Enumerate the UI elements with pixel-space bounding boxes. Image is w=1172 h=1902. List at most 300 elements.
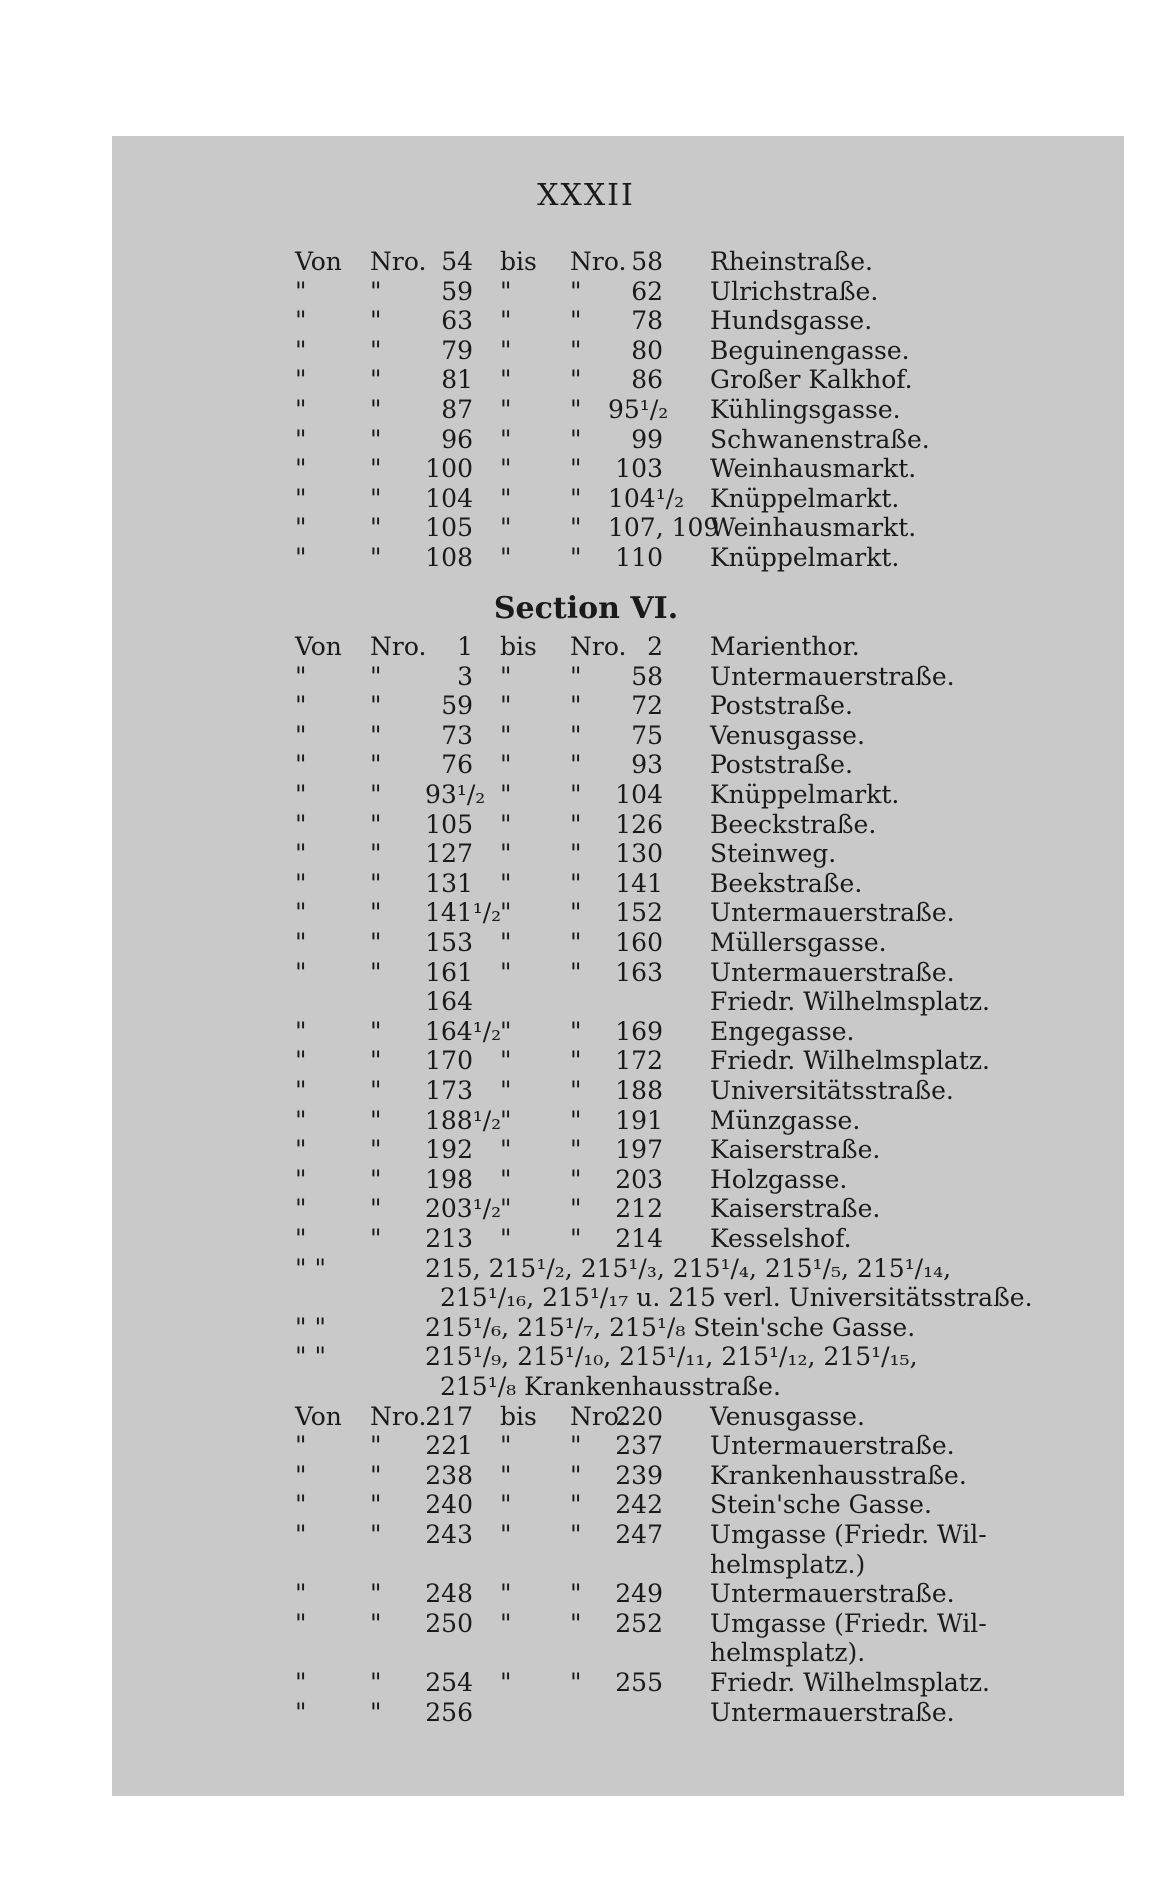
cell-c4: " [500, 1224, 512, 1253]
table-row [0, 780, 1172, 810]
cell-c3: 203¹/₂ [425, 1194, 502, 1224]
cell-c2: " [370, 424, 382, 454]
cell-c2: " [370, 898, 382, 928]
cell-c6: 220 [615, 1401, 663, 1431]
cell-c3: 164 [425, 987, 473, 1017]
cell-c6: 237 [615, 1431, 663, 1461]
cell-c5: " [570, 720, 582, 750]
cell-c5: " [570, 1490, 582, 1520]
cell-c6: 214 [615, 1224, 663, 1253]
cell-c7: Beeckstraße. [710, 809, 877, 839]
cell-c2: " [370, 276, 382, 306]
table-row [0, 1046, 1172, 1076]
cell-c4: " [500, 957, 512, 987]
table-row [0, 484, 1172, 514]
cell-c6: 103 [615, 454, 663, 484]
cell-c4: " [500, 780, 512, 809]
cell-c7: Untermauerstraße. [710, 661, 955, 691]
cell-c3: 104 [425, 483, 473, 513]
table-row [0, 928, 1172, 958]
cell-c2: " [370, 1224, 382, 1253]
cell-c4: " [500, 1076, 512, 1105]
cell-c5: " [570, 1668, 582, 1697]
cell-c7: helmsplatz.) [710, 1549, 866, 1579]
cell-c6: 212 [615, 1194, 663, 1224]
cell-c3: 141¹/₂ [425, 898, 502, 928]
cell-c3: 170 [425, 1046, 473, 1076]
cell-c1: " [295, 1520, 307, 1549]
cell-c7: Untermauerstraße. [710, 1431, 955, 1461]
cell-c7: Holzgasse. [710, 1164, 848, 1194]
cell-c4: " [500, 1608, 512, 1638]
cell-c5: " [570, 1431, 582, 1461]
cell-c6: 93 [631, 750, 663, 780]
table-row [0, 987, 1172, 1017]
table-row [0, 721, 1172, 751]
cell-c5: " [570, 454, 582, 484]
table-row [0, 1698, 1172, 1728]
cell-c5: " [570, 1579, 582, 1609]
cell-c1: " [295, 543, 307, 572]
cell-c3: 93¹/₂ [425, 780, 486, 809]
cell-c1: " [295, 424, 307, 454]
cell-c7: Untermauerstraße. [710, 1579, 955, 1609]
cell-c6: 197 [615, 1135, 663, 1165]
cell-c4: " [500, 1460, 512, 1490]
cell-c1: " [295, 454, 307, 484]
cell-c2: " [370, 365, 382, 395]
cell-c4: " [500, 335, 512, 365]
cell-c5: " [570, 898, 582, 928]
cell-c7: Universitätsstraße. [710, 1076, 954, 1105]
cell-c3: 248 [425, 1579, 473, 1609]
cell-c1: " [295, 957, 307, 987]
cell-c2: " [370, 1046, 382, 1076]
cell-c1: " [295, 661, 307, 691]
cell-c6: 58 [631, 661, 663, 691]
table-row [0, 1461, 1172, 1491]
cell-c5: " [570, 424, 582, 454]
cell-c6: 239 [615, 1460, 663, 1490]
table-row [0, 336, 1172, 366]
cell-c7: Friedr. Wilhelmsplatz. [710, 987, 990, 1017]
table-row [0, 1254, 1172, 1284]
cell-c6: 104¹/₂ [608, 483, 685, 513]
cell-c3: 161 [425, 957, 473, 987]
cell-text: 215¹/₆, 215¹/₇, 215¹/₈ Stein'sche Gasse. [425, 1312, 916, 1342]
cell-c4: " [500, 720, 512, 750]
cell-c3: 213 [425, 1224, 473, 1253]
cell-c7: Hundsgasse. [710, 306, 873, 336]
cell-c4: " [500, 1135, 512, 1165]
cell-c1: " [295, 1046, 307, 1076]
table-row [0, 1342, 1172, 1372]
cell-c1: " [295, 365, 307, 395]
cell-c4: " [500, 306, 512, 336]
cell-c1: " [295, 928, 307, 957]
cell-c3: 256 [425, 1697, 473, 1727]
cell-c6: 188 [615, 1076, 663, 1105]
table-row [0, 1224, 1172, 1254]
cell-text: 215¹/₉, 215¹/₁₀, 215¹/₁₁, 215¹/₁₂, 215¹/₁₅, [425, 1342, 918, 1372]
cell-c1: " [295, 395, 307, 424]
cell-c1: Von [295, 632, 342, 661]
cell-c2: " [370, 691, 382, 721]
cell-c7: Münzgasse. [710, 1105, 861, 1135]
cell-c2: " [370, 1431, 382, 1461]
table-row [0, 306, 1172, 336]
cell-c3: 1 [457, 632, 473, 661]
cell-c4: " [500, 661, 512, 691]
cell-c4: " [500, 750, 512, 780]
cell-c3: 217 [425, 1401, 473, 1431]
cell-c2: " [370, 1076, 382, 1105]
ditto-marks: " " [295, 1312, 326, 1342]
cell-c1: " [295, 809, 307, 839]
cell-c1: " [295, 898, 307, 928]
cell-c4: " [500, 1194, 512, 1224]
cell-c3: 105 [425, 513, 473, 543]
section-heading: Section VI. [493, 591, 679, 626]
cell-c1: " [295, 1608, 307, 1638]
cell-c4: " [500, 1431, 512, 1461]
cell-c2: " [370, 483, 382, 513]
cell-c5: " [570, 1016, 582, 1046]
cell-c7: Untermauerstraße. [710, 1697, 955, 1727]
cell-c3: 221 [425, 1431, 473, 1461]
cell-c3: 131 [425, 868, 473, 898]
cell-c1: Von [295, 247, 342, 276]
cell-c2: " [370, 1016, 382, 1046]
cell-c5: " [570, 1164, 582, 1194]
cell-c6: 203 [615, 1164, 663, 1194]
cell-c3: 164¹/₂ [425, 1016, 502, 1046]
cell-c5: " [570, 868, 582, 898]
cell-c4: " [500, 1579, 512, 1609]
cell-c4: " [500, 365, 512, 395]
cell-c4: " [500, 898, 512, 928]
cell-c5: " [570, 1520, 582, 1549]
table-row [0, 1490, 1172, 1520]
cell-c2: " [370, 1490, 382, 1520]
cell-c7: Friedr. Wilhelmsplatz. [710, 1046, 990, 1076]
cell-c4: " [500, 691, 512, 721]
cell-c1: " [295, 780, 307, 809]
table-row [0, 1194, 1172, 1224]
cell-c1: " [295, 691, 307, 721]
cell-c4: " [500, 395, 512, 424]
table-row [0, 1609, 1172, 1639]
cell-c6: 169 [615, 1016, 663, 1046]
cell-c6: 58 [631, 247, 663, 276]
cell-c1: Von [295, 1401, 342, 1431]
cell-c7: Poststraße. [710, 750, 853, 780]
cell-c5: " [570, 365, 582, 395]
table-row [0, 869, 1172, 899]
cell-c7: Kaiserstraße. [710, 1135, 881, 1165]
cell-c4: " [500, 513, 512, 543]
cell-c7: Knüppelmarkt. [710, 483, 900, 513]
cell-c7: Stein'sche Gasse. [710, 1490, 932, 1520]
cell-c6: 163 [615, 957, 663, 987]
cell-c3: 198 [425, 1164, 473, 1194]
cell-c7: Venusgasse. [710, 1401, 865, 1431]
cell-c7: Kaiserstraße. [710, 1194, 881, 1224]
cell-c7: Marienthor. [710, 632, 860, 661]
table-row [0, 898, 1172, 928]
cell-c4: bis [500, 1401, 537, 1431]
cell-c4: " [500, 454, 512, 484]
table-row [0, 1550, 1172, 1580]
table-row [0, 1372, 1172, 1402]
table-row [0, 395, 1172, 425]
cell-c3: 54 [441, 247, 473, 276]
cell-c6: 252 [615, 1608, 663, 1638]
cell-c2: Nro. [370, 632, 427, 661]
cell-c2: " [370, 1697, 382, 1727]
cell-c5: " [570, 750, 582, 780]
cell-c4: " [500, 1668, 512, 1697]
cell-c1: " [295, 1490, 307, 1520]
cell-c6: 86 [631, 365, 663, 395]
cell-c6: 191 [615, 1105, 663, 1135]
cell-c4: " [500, 483, 512, 513]
table-row [0, 1431, 1172, 1461]
cell-c7: Poststraße. [710, 691, 853, 721]
cell-c1: " [295, 1016, 307, 1046]
cell-c5: " [570, 839, 582, 869]
cell-c5: " [570, 928, 582, 957]
cell-c6: 80 [631, 335, 663, 365]
cell-c7: helmsplatz). [710, 1638, 866, 1668]
cell-c4: " [500, 839, 512, 869]
table-row [0, 247, 1172, 277]
cell-c6: 99 [631, 424, 663, 454]
cell-c2: " [370, 1668, 382, 1697]
cell-c2: " [370, 1460, 382, 1490]
cell-c3: 243 [425, 1520, 473, 1549]
table-row [0, 277, 1172, 307]
cell-c2: " [370, 957, 382, 987]
cell-c1: " [295, 335, 307, 365]
cell-c3: 153 [425, 928, 473, 957]
cell-c5: " [570, 1608, 582, 1638]
cell-c7: Schwanenstraße. [710, 424, 930, 454]
cell-c3: 105 [425, 809, 473, 839]
cell-c7: Beguinengasse. [710, 335, 910, 365]
table-row [0, 425, 1172, 455]
cell-c7: Umgasse (Friedr. Wil- [710, 1520, 987, 1549]
cell-c7: Rheinstraße. [710, 247, 873, 276]
cell-c5: " [570, 1224, 582, 1253]
cell-c1: " [295, 1105, 307, 1135]
cell-text: 215, 215¹/₂, 215¹/₃, 215¹/₄, 215¹/₅, 215¹/₁₄, [425, 1253, 952, 1283]
cell-c7: Kesselshof. [710, 1224, 852, 1253]
cell-c5: " [570, 395, 582, 424]
cell-c2: " [370, 780, 382, 809]
cell-c1: " [295, 1431, 307, 1461]
table-row [0, 1668, 1172, 1698]
cell-c6: 249 [615, 1579, 663, 1609]
cell-c5: Nro. [570, 1401, 627, 1431]
table-row [0, 662, 1172, 692]
cell-c2: " [370, 513, 382, 543]
cell-c2: " [370, 306, 382, 336]
cell-c6: 62 [631, 276, 663, 306]
cell-text: 215¹/₈ Krankenhausstraße. [440, 1372, 781, 1401]
table-row [0, 750, 1172, 780]
cell-c3: 76 [441, 750, 473, 780]
cell-c2: " [370, 1164, 382, 1194]
cell-c5: " [570, 483, 582, 513]
cell-c6: 75 [631, 720, 663, 750]
table-row [0, 543, 1172, 573]
cell-c1: " [295, 1668, 307, 1697]
cell-c4: " [500, 928, 512, 957]
table-row [0, 1017, 1172, 1047]
cell-c5: " [570, 1460, 582, 1490]
cell-c1: " [295, 1697, 307, 1727]
cell-c5: " [570, 335, 582, 365]
cell-c3: 3 [457, 661, 473, 691]
cell-c6: 172 [615, 1046, 663, 1076]
table-row [0, 1402, 1172, 1432]
cell-c5: Nro. [570, 632, 627, 661]
cell-c3: 173 [425, 1076, 473, 1105]
cell-c4: " [500, 1490, 512, 1520]
cell-c6: 152 [615, 898, 663, 928]
cell-c5: " [570, 780, 582, 809]
cell-c1: " [295, 750, 307, 780]
cell-c2: " [370, 1579, 382, 1609]
cell-c3: 81 [441, 365, 473, 395]
cell-c1: " [295, 839, 307, 869]
table-row [0, 1520, 1172, 1550]
cell-c6: 160 [615, 928, 663, 957]
cell-c2: " [370, 1608, 382, 1638]
cell-c1: " [295, 1194, 307, 1224]
cell-c4: bis [500, 247, 537, 276]
cell-c5: " [570, 513, 582, 543]
cell-c3: 127 [425, 839, 473, 869]
cell-c3: 100 [425, 454, 473, 484]
cell-c3: 238 [425, 1460, 473, 1490]
cell-c7: Kühlingsgasse. [710, 395, 901, 424]
cell-c7: Weinhausmarkt. [710, 454, 917, 484]
cell-c6: 242 [615, 1490, 663, 1520]
cell-c3: 63 [441, 306, 473, 336]
cell-c2: " [370, 1105, 382, 1135]
cell-c5: " [570, 1105, 582, 1135]
cell-c3: 73 [441, 720, 473, 750]
cell-c1: " [295, 276, 307, 306]
cell-c1: " [295, 1224, 307, 1253]
table-row [0, 454, 1172, 484]
cell-c2: " [370, 928, 382, 957]
cell-c6: 95¹/₂ [608, 395, 669, 424]
table-row [0, 1579, 1172, 1609]
cell-c1: " [295, 513, 307, 543]
cell-c1: " [295, 868, 307, 898]
table-row [0, 632, 1172, 662]
table-row [0, 691, 1172, 721]
cell-c5: " [570, 661, 582, 691]
cell-c1: " [295, 306, 307, 336]
cell-c5: " [570, 1046, 582, 1076]
cell-c6: 104 [615, 780, 663, 809]
cell-c7: Untermauerstraße. [710, 957, 955, 987]
cell-c1: " [295, 1579, 307, 1609]
cell-c4: " [500, 276, 512, 306]
cell-c6: 255 [615, 1668, 663, 1697]
cell-c3: 192 [425, 1135, 473, 1165]
cell-c2: " [370, 839, 382, 869]
cell-c7: Knüppelmarkt. [710, 543, 900, 572]
cell-c5: " [570, 1135, 582, 1165]
table-row [0, 365, 1172, 395]
table-row [0, 1135, 1172, 1165]
cell-c2: " [370, 454, 382, 484]
cell-c3: 87 [441, 395, 473, 424]
cell-c4: " [500, 1105, 512, 1135]
cell-c5: " [570, 1194, 582, 1224]
cell-c2: " [370, 1194, 382, 1224]
cell-text: 215¹/₁₆, 215¹/₁₇ u. 215 verl. Universitätsstraße. [440, 1283, 1033, 1313]
table-row [0, 958, 1172, 988]
cell-c6: 72 [631, 691, 663, 721]
cell-c4: " [500, 868, 512, 898]
cell-c2: Nro. [370, 1401, 427, 1431]
cell-c2: " [370, 750, 382, 780]
cell-c6: 78 [631, 306, 663, 336]
cell-c6: 130 [615, 839, 663, 869]
table-row [0, 1165, 1172, 1195]
cell-c3: 108 [425, 543, 473, 572]
cell-c4: " [500, 809, 512, 839]
cell-c3: 59 [441, 691, 473, 721]
cell-c5: " [570, 306, 582, 336]
cell-c7: Beekstraße. [710, 868, 863, 898]
ditto-marks: " " [295, 1342, 326, 1372]
cell-c6: 247 [615, 1520, 663, 1549]
cell-c7: Knüppelmarkt. [710, 780, 900, 809]
cell-c7: Steinweg. [710, 839, 837, 869]
cell-c1: " [295, 1135, 307, 1165]
cell-c7: Friedr. Wilhelmsplatz. [710, 1668, 990, 1697]
cell-c7: Müllersgasse. [710, 928, 887, 957]
cell-c2: " [370, 1135, 382, 1165]
cell-c7: Krankenhausstraße. [710, 1460, 967, 1490]
cell-c5: " [570, 276, 582, 306]
table-row [0, 810, 1172, 840]
cell-c6: 141 [615, 868, 663, 898]
table-row [0, 1638, 1172, 1668]
cell-c7: Venusgasse. [710, 720, 865, 750]
cell-c2: " [370, 868, 382, 898]
cell-c2: " [370, 335, 382, 365]
cell-c7: Engegasse. [710, 1016, 855, 1046]
cell-c2: Nro. [370, 247, 427, 276]
cell-c5: " [570, 691, 582, 721]
ditto-marks: " " [295, 1253, 326, 1283]
cell-c1: " [295, 1076, 307, 1105]
table-row [0, 513, 1172, 543]
cell-c5: " [570, 543, 582, 572]
cell-c3: 254 [425, 1668, 473, 1697]
cell-c4: " [500, 424, 512, 454]
table-row [0, 1076, 1172, 1106]
table-row [0, 1106, 1172, 1136]
